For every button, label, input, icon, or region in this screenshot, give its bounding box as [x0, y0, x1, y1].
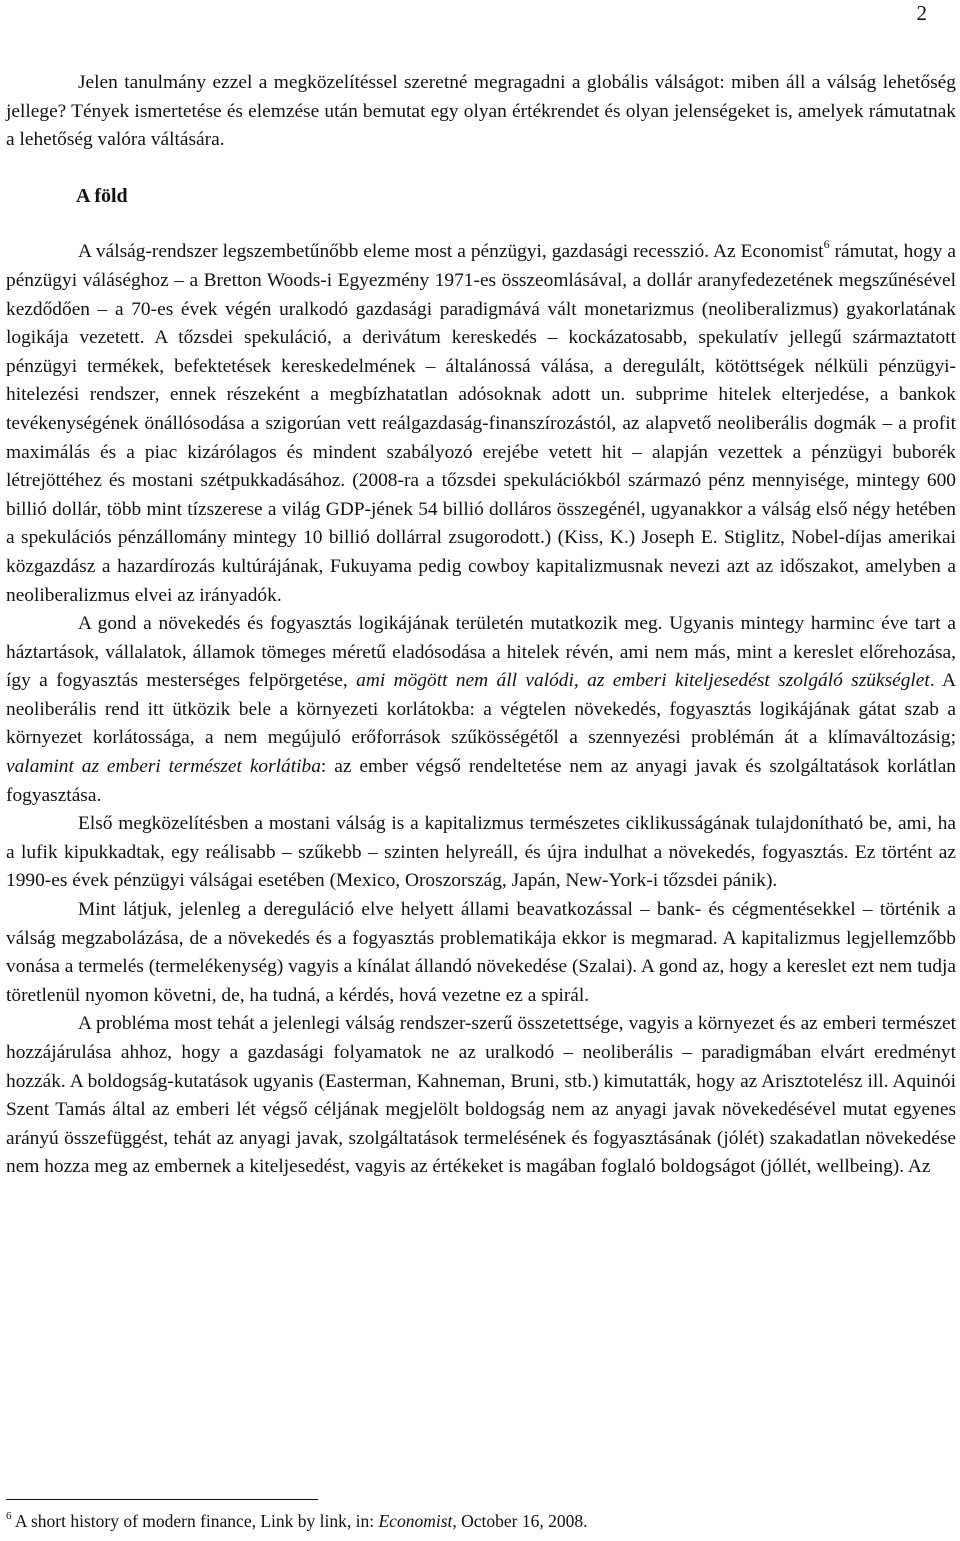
footnote-divider — [6, 1499, 318, 1500]
paragraph-text: rámutat, hogy a pénzügyi váláséghoz – a Bretton Woods-i Egyezmény 1971-es összeomlásával, a dollár aranyfedezetének megszűnésével kezdődően – a 70-es évek végén uralkodó gazdasági paradigmává vált monetarizmus (neoliberalizmus) gyakorlatának logikája vezetett. A tőzsdei spekuláció, a derivátum kereskedés – kockázatosabb, spekulatív jellegű származtatott pénzügyi termékek, befektetések kereskedelmének – általánossá válása, a deregulált, kötöttségek nélküli pénzügyi-hitelezési rendszer, ennek részeként a megbízhatatlan adósoknak adott un. subprime hitelek elterjedése, a bankok tevékenységének önállósodása a szigorúan vett reálgazdaság-finanszírozástól, az alapvető neoliberális dogmák – a profit maximálás és a piac kizárólagos és mindent szabályozó erejébe vetett hit – alapján vezettek a pénzügyi buborék létrejöttéhez és mostani szétpukkadásához. (2008-ra a tőzsdei spekulációkból származó pénz mennyisége, mintegy 600 billió dollár, több mint tízszerese a világ GDP-jének 54 billió dolláros összegénél, ugyanakkor a válság első négy hetében a spekulációs pénzállomány mintegy 10 billió dollárral zsugorodott.) (Kiss, K.) Joseph E. Stiglitz, Nobel-díjas amerikai közgazdász a hazardírozás kultúrájának, Fukuyama pedig cowboy kapitalizmusnak nevezi azt az időszakot, amelyben a neoliberalizmus elvei az irányadók. — [6, 241, 956, 606]
paragraph-text: A gond a növekedés és fogyasztás logikájának területén mutatkozik meg. Ugyanis mintegy harminc éve tart a háztartások, vállalatok, államok tömeges méretű eladósodása a hitelek révén, ami nem más, mint a kereslet előrehozása, így a fogyasztás mesterséges felpörgetése, — [6, 613, 956, 692]
paragraph-text: . A neoliberális rend itt ütközik bele a környezeti korlátokba: a végtelen növekedés, fogyasztás logikájának gátat szab a környezet korlátossága, a nem megújuló erőforrások szűkösségétől a szennyezési problémán át a klímaváltozásig; — [6, 670, 956, 749]
page-number: 2 — [916, 1, 927, 25]
italic-phrase: ami mögött nem áll valódi, az emberi kiteljesedést szolgáló szükséglet — [356, 670, 930, 692]
paragraph-cyclicality: Első megközelítésben a mostani válság is a kapitalizmus természetes ciklikusságának tulajdonítható be, ami, ha a lufik kipukkadtak, egy reálisabb – szűkebb – szinten helyreáll, és újra indulhat a növekedés, fogyasztás. Ez történt az 1990-es évek pénzügyi válságai esetében (Mexico, Oroszország, Japán, New-York-i tőzsdei pánik). — [6, 813, 956, 892]
footnote-source: Economist, — [378, 1511, 457, 1531]
paragraph-growth — [6, 610, 956, 810]
footnote — [6, 1509, 956, 1533]
intro-paragraph: Jelen tanulmány ezzel a megközelítéssel szeretné megragadni a globális válságot: miben áll a válság lehetőség jellege? Tények ismertetése és elemzése után bemutat egy olyan értékrendet és olyan jelenségeket is, amelyek rámutatnak a lehetőség valóra váltására. — [6, 72, 956, 151]
footnote-reference[interactable]: 6 — [823, 237, 830, 252]
footnote-date: October 16, 2008. — [456, 1511, 588, 1531]
section-heading: A föld — [76, 184, 128, 207]
paragraph-recession — [6, 238, 956, 610]
paragraph-happiness: A probléma most tehát a jelenlegi válság rendszer-szerű összetettsége, vagyis a környezet és az emberi természet hozzájárulása ahhoz, hogy a gazdasági folyamatok ne az uralkodó – neoliberális – paradigmában elvárt eredményt hozzák. A boldogság-kutatások ugyanis (Easterman, Kahneman, Bruni, stb.) kimutatták, hogy az Arisztotelész ill. Aquinói Szent Tamás által az emberi lét végső céljának megjelölt boldogság nem az anyagi javak növekedésével mutat egyenes arányú összefüggést, tehát az anyagi javak, szolgáltatások termelésének és fogyasztásának (jólét) szakadatlan növekedése nem hozza meg az embernek a kiteljesedést, vagyis az értékeket is magában foglaló boldogságot (jóllét, wellbeing). Az — [6, 1013, 956, 1178]
paragraph-text: : az ember végső rendeltetése nem az anyagi javak és szolgáltatások korlátlan fogyasztása. — [6, 756, 956, 806]
italic-phrase: valamint az emberi természet korlátiba — [6, 756, 321, 778]
paragraph-intervention: Mint látjuk, jelenleg a dereguláció elve helyett állami beavatkozással – bank- és cégmentésekkel – történik a válság megzabolázása, de a növekedés és a fogyasztás problematikája ekkor is megmarad. A kapitalizmus legjellemzőbb vonása a termelés (termelékenység) vagyis a kínálat állandó növekedése (Szalai). A gond az, hogy a kereslet ezt nem tudja töretlenül nyomon követni, de, ha tudná, a kérdés, hová vezetne ez a spirál. — [6, 899, 956, 1006]
footnote-number: 6 — [6, 1510, 12, 1522]
footnote-text: A short history of modern finance, Link by link, in: — [11, 1511, 379, 1531]
paragraph-text: A válság-rendszer legszembetűnőbb eleme most a pénzügyi, gazdasági recesszió. Az Economist — [78, 241, 824, 263]
document-body — [6, 69, 956, 1182]
